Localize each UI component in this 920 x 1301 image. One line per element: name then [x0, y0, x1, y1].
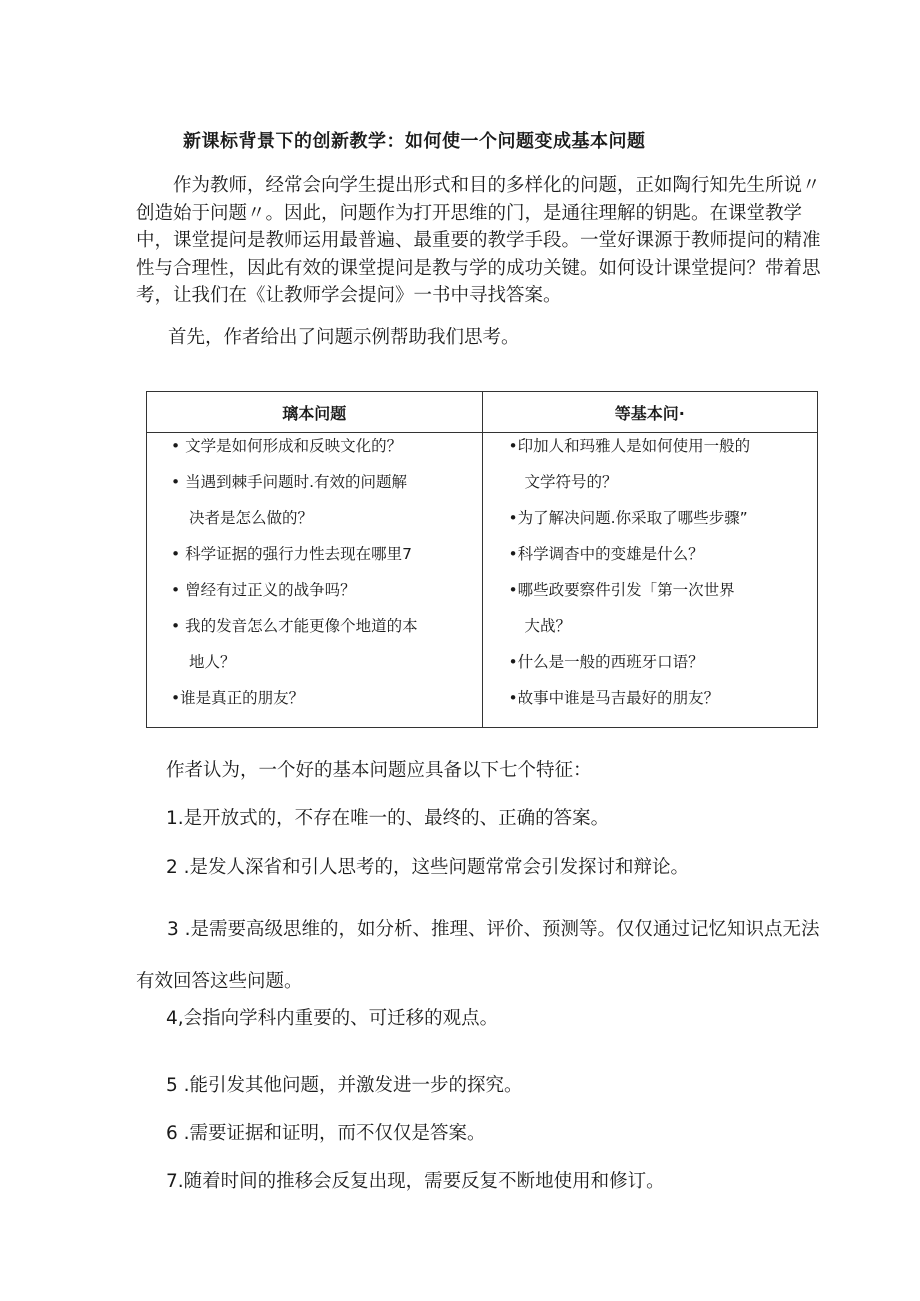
feature-item-4: 4,会指向学科内重要的、可迁移的观点。 — [166, 1008, 499, 1029]
col1-line: • 文学是如何形成和反映文化的？ — [171, 437, 403, 455]
col1-line: 地人？ — [189, 653, 236, 671]
col2-line: •印加人和玛雅人是如何使用一般的 — [508, 437, 751, 455]
intro-text: 作为教师，经常会向学生提出形式和目的多样化的问题，正如陶行知先生所说〃创造始于问题〃。因此，问题作为打开思维的门，是通往理解的钥匙。在课堂教学中，课堂提问是教师运用最普遍、最重要的教学手段。一堂好课源于教师提问的精准性与合理性，因此有效的课堂提问是教与学的成功关键。如何设计课堂提问？带着思考，让我们在《让教师学会提问》一书中寻找答案。 — [136, 175, 821, 306]
feature-item-7: 7.随着时间的推移会反复出现，需要反复不断地使用和修订。 — [166, 1171, 665, 1192]
feature-item-3-block — [136, 904, 826, 1008]
col1-line: • 我的发音怎么才能更像个地道的本 — [171, 617, 418, 635]
features-intro: 作者认为，一个好的基本问题应具备以下七个特征： — [166, 760, 592, 781]
col2-line: •科学调杳中的变雄是什么？ — [508, 545, 704, 563]
col1-line: • 曾经有过正义的战争吗？ — [171, 581, 356, 599]
feature-item-1: 1.是开放式的，不存在唯一的、最终的、正确的答案。 — [166, 808, 610, 829]
col1-line: • 当遇到棘手问题时.有效的问题解 — [171, 473, 407, 491]
col2-line: •什么是一般的西班牙口语？ — [508, 653, 704, 671]
col2-cell — [482, 433, 818, 728]
col1-cell — [147, 433, 483, 728]
col2-header: 等基本问· — [482, 392, 818, 433]
col1-line: 决者是怎么做的？ — [189, 509, 314, 527]
col2-line: •故事中谁是马吉最好的朋友？ — [508, 689, 720, 707]
feature-item-6: 6 .需要证据和证明，而不仅仅是答案。 — [166, 1123, 486, 1144]
col1-header: 璃本问题 — [147, 392, 483, 433]
feature-item-2: 2 .是发人深省和引人思考的，这些问题常常会引发探讨和辩论。 — [166, 857, 690, 878]
col2-line: •哪些政要察件引发「第一次世界 — [508, 581, 735, 599]
col1-line: • 科学证据的强行力性去现在哪里7 — [171, 545, 412, 563]
col2-line: •为了解决问题.你采取了哪些步骤” — [508, 509, 748, 527]
col2-line: 文学符号的？ — [524, 473, 618, 491]
col2-line: 大战？ — [524, 617, 572, 635]
lead-sentence: 首先，作者给出了问题示例帮助我们思考。 — [168, 327, 520, 348]
feature-item-5: 5 .能引发其他问题，并激发进一步的探究。 — [166, 1075, 523, 1096]
col1-line: •谁是真正的朋友？ — [171, 689, 305, 707]
document-title: 新课标背景下的创新教学：如何使一个问题变成基本问题 — [183, 131, 646, 152]
question-table — [146, 391, 818, 728]
intro-paragraph — [136, 172, 826, 310]
feature-item-3: 3 .是需要高级思维的，如分析、推理、评价、预测等。仅仅通过记忆知识点无法有效回答这些问题。 — [136, 919, 820, 992]
